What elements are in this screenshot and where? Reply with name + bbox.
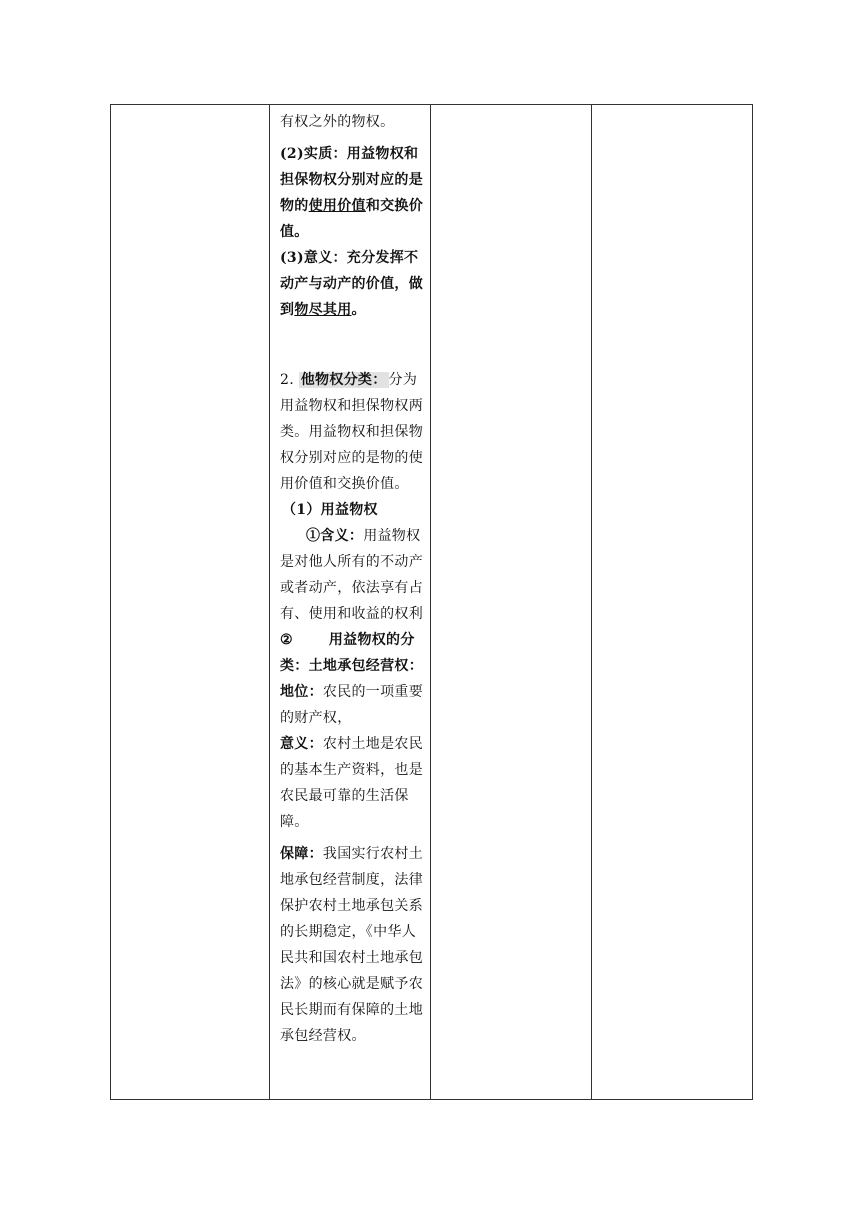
meaning-text-2: 。 — [351, 302, 366, 318]
table-cell-empty-3 — [431, 105, 592, 1100]
usufruct-title: （1）用益物权 — [282, 502, 378, 518]
guarantee-heading: 保障： — [280, 846, 323, 862]
paragraph-classify — [280, 367, 424, 497]
meaning-heading: (3)意义： — [280, 250, 347, 266]
table-row — [111, 105, 753, 1100]
status-heading: 地位： — [280, 684, 323, 700]
definition-text: 用益物权是对他人所有的不动产或者动产，依法享有占有、使用和收益的权利 — [280, 528, 423, 622]
essence-text-1: 用益物权和担保物权分别对应的是物的 — [280, 146, 423, 214]
significance-text: 农村土地是农民的基本生产资料，也是农民最可靠的生活保障。 — [280, 736, 424, 830]
classify-number: 2. — [280, 372, 294, 388]
table-cell-content — [270, 105, 431, 1100]
table-cell-empty-1 — [111, 105, 270, 1100]
guarantee-text: 我国实行农村土地承包经营制度，法律保护农村土地承包关系的长期稳定，《中华人民共和国农村土地承包法》的核心就是赋予农民长期而有保障的土地承包经营权。 — [280, 846, 424, 1044]
meaning-text-1: 充分发挥不动产与动产的价值，做到 — [280, 250, 423, 318]
meaning-underlined: 物尽其用 — [294, 302, 352, 318]
paragraph-meaning — [280, 245, 424, 323]
paragraph-status — [280, 679, 424, 731]
paragraph-definition — [280, 523, 424, 627]
essence-underlined: 使用价值 — [308, 198, 366, 214]
status-text: 农民的一项重要的财产权， — [280, 684, 424, 726]
paragraph-essence — [280, 141, 424, 245]
cell-text — [270, 105, 430, 1049]
paragraph-significance — [280, 731, 424, 835]
significance-heading: 意义： — [280, 736, 323, 752]
paragraph-intro: 有权之外的物权。 — [280, 114, 395, 130]
definition-heading: ①含义： — [306, 528, 364, 544]
essence-heading: (2)实质： — [280, 146, 347, 162]
types-mark: ② — [280, 632, 293, 648]
essence-text-2: 和交换价值。 — [280, 198, 424, 240]
types-text: 用益物权的分类：土地承包经营权： — [280, 632, 423, 674]
paragraph-guarantee — [280, 841, 424, 1049]
classify-text: 分为用益物权和担保物权两类。用益物权和担保物权分别对应的是物的使用价值和交换价值。 — [280, 372, 423, 492]
paragraph-types — [280, 627, 424, 679]
classify-heading: 他物权分类： — [300, 372, 387, 388]
table-cell-empty-4 — [592, 105, 753, 1100]
content-table — [110, 104, 753, 1100]
